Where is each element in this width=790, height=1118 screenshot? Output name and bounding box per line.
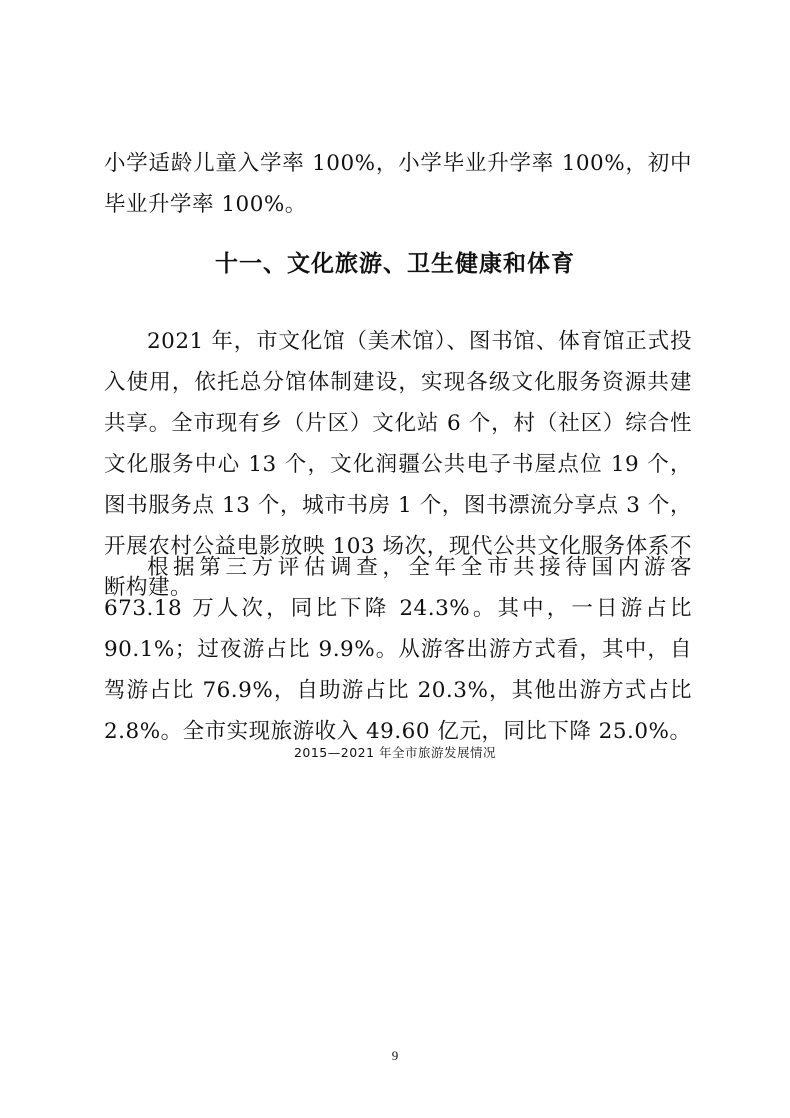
figure-caption: 2015—2021 年全市旅游发展情况 [293, 745, 497, 760]
page-number: 9 [391, 1048, 399, 1063]
paragraph-tourism-stats: 根据第三方评估调查，全年全市共接待国内游客 673.18 万人次，同比下降 24.3%。其中，一日游占比 90.1%；过夜游占比 9.9%。从游客出游方式看，其中，自驾游占比 76.9%，自助游占比 20.3%，其他出游方式占比 2.8%。全市实现旅游收入 49.60 亿元，同比下降 25.0%。 [104, 555, 692, 744]
paragraph-culture-services: 2021 年，市文化馆（美术馆）、图书馆、体育馆正式投入使用，依托总分馆体制建设，实现各级文化服务资源共建共享。全市现有乡（片区）文化站 6 个，村（社区）综合性文化服务中心 13 个，文化润疆公共电子书屋点位 19 个，图书服务点 13 个，城市书房 1 个，图书漂流分享点 3 个，开展农村公益电影放映 103 场次，现代公共文化服务体系不断构建。 [104, 329, 692, 600]
paragraph-enrollment-rates: 小学适龄儿童入学率 100%，小学毕业升学率 100%，初中毕业升学率 100%。 [104, 151, 692, 217]
section-heading: 十一、文化旅游、卫生健康和体育 [215, 251, 575, 277]
